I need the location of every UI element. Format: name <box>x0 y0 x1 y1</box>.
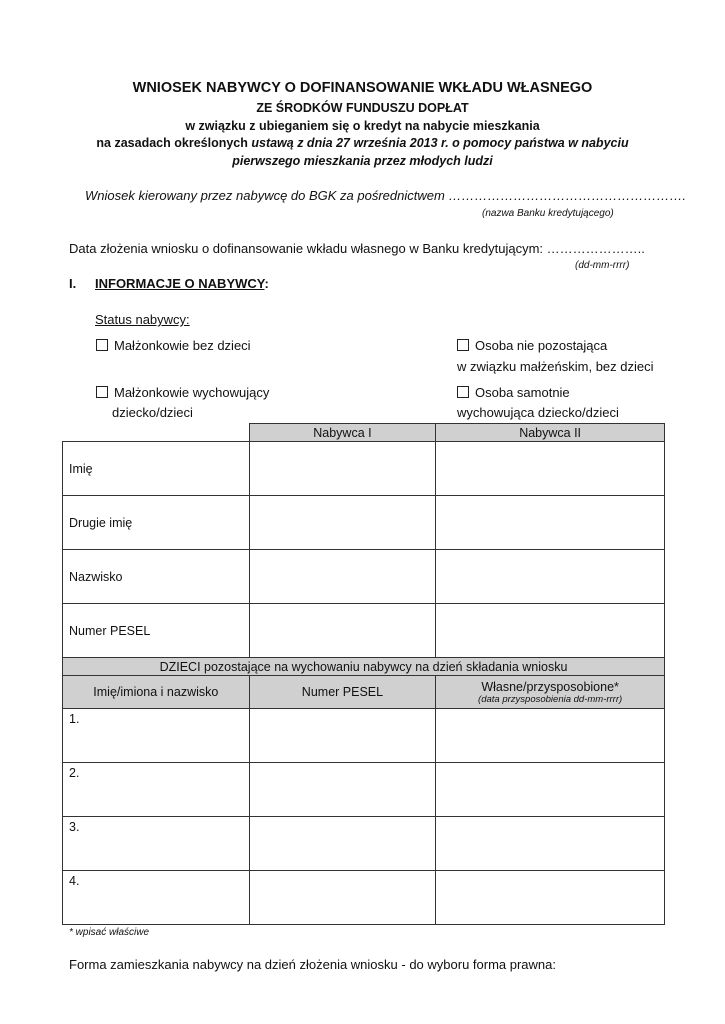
row-label-pesel: Numer PESEL <box>63 604 250 658</box>
child-pesel-field[interactable] <box>249 817 436 871</box>
child-status-field[interactable] <box>436 709 665 763</box>
child-row-number[interactable]: 1. <box>63 709 250 763</box>
column-header-buyer-2: Nabywca II <box>436 424 665 442</box>
section-title-text: INFORMACJE O NABYWCY <box>95 276 265 291</box>
bank-note: (nazwa Banku kredytującego) <box>482 208 614 219</box>
buyer-1-pesel-field[interactable] <box>249 604 436 658</box>
child-status-note: (data przysposobienia dd-mm-rrrr) <box>478 693 623 705</box>
date-line: Data złożenia wniosku o dofinansowanie wkładu własnego w Banku kredytującym: ………………….. <box>69 241 645 256</box>
child-status-label: Własne/przysposobione* <box>481 679 619 694</box>
row-label-first-name: Imię <box>63 442 250 496</box>
option-label: Osoba nie pozostająca <box>475 338 608 353</box>
residence-form-line: Forma zamieszkania nabywcy na dzień złożenia wniosku - do wyboru forma prawna: <box>69 957 556 972</box>
buyer-1-second-name-field[interactable] <box>249 496 436 550</box>
child-pesel-field[interactable] <box>249 763 436 817</box>
footnote: * wpisać właściwe <box>69 927 150 938</box>
status-option-married-with-children-cont: dziecko/dzieci <box>112 405 193 420</box>
bank-line: Wniosek kierowany przez nabywcę do BGK za pośrednictwem ………………………………………………. <box>85 188 687 203</box>
row-label-second-name: Drugie imię <box>63 496 250 550</box>
status-option-single-no-children[interactable] <box>457 338 607 353</box>
buyer-2-second-name-field[interactable] <box>436 496 665 550</box>
status-label: Status nabywcy: <box>95 312 190 327</box>
document-subtitle: ZE ŚRODKÓW FUNDUSZU DOPŁAT <box>256 101 469 115</box>
section-title-colon: : <box>264 276 269 291</box>
buyer-2-surname-field[interactable] <box>436 550 665 604</box>
buyer-1-first-name-field[interactable] <box>249 442 436 496</box>
subtitle-line4-italic: ustawą z dnia 27 września 2013 r. o pomocy państwa w nabyciu <box>251 136 629 150</box>
section-number: I. <box>69 276 77 291</box>
status-option-married-with-children[interactable] <box>96 385 269 400</box>
checkbox-icon[interactable] <box>96 386 108 398</box>
row-label-surname: Nazwisko <box>63 550 250 604</box>
status-option-single-parent-cont: wychowująca dziecko/dzieci <box>457 405 619 420</box>
child-status-field[interactable] <box>436 871 665 925</box>
option-label: Osoba samotnie <box>475 385 570 400</box>
status-option-single-no-children-cont: w związku małżeńskim, bez dzieci <box>457 359 654 374</box>
column-header-child-pesel: Numer PESEL <box>249 676 436 709</box>
column-header-child-status <box>436 676 665 709</box>
child-row-number[interactable]: 2. <box>63 763 250 817</box>
document-subtitle-line3: w związku z ubieganiem się o kredyt na nabycie mieszkania <box>185 119 540 133</box>
status-option-single-parent[interactable] <box>457 385 570 400</box>
child-status-field[interactable] <box>436 817 665 871</box>
section-title <box>95 276 269 291</box>
date-format: (dd-mm-rrrr) <box>575 260 630 271</box>
checkbox-icon[interactable] <box>457 339 469 351</box>
child-status-field[interactable] <box>436 763 665 817</box>
buyer-2-first-name-field[interactable] <box>436 442 665 496</box>
option-label: Małżonkowie bez dzieci <box>114 338 251 353</box>
children-table-title: DZIECI pozostające na wychowaniu nabywcy na dzień składania wniosku <box>63 658 665 676</box>
subtitle-line4-plain: na zasadach określonych <box>96 136 252 150</box>
status-option-married-no-children[interactable] <box>96 338 251 353</box>
document-title: WNIOSEK NABYWCY O DOFINANSOWANIE WKŁADU WŁASNEGO <box>132 80 593 96</box>
buyer-2-pesel-field[interactable] <box>436 604 665 658</box>
checkbox-icon[interactable] <box>457 386 469 398</box>
child-row-number[interactable]: 4. <box>63 871 250 925</box>
buyer-1-surname-field[interactable] <box>249 550 436 604</box>
child-pesel-field[interactable] <box>249 709 436 763</box>
document-subtitle-line4 <box>0 136 725 150</box>
column-header-child-name: Imię/imiona i nazwisko <box>63 676 250 709</box>
column-header-buyer-1: Nabywca I <box>249 424 436 442</box>
child-row-number[interactable]: 3. <box>63 817 250 871</box>
child-pesel-field[interactable] <box>249 871 436 925</box>
checkbox-icon[interactable] <box>96 339 108 351</box>
document-subtitle-line5: pierwszego mieszkania przez młodych ludzi <box>232 154 493 168</box>
option-label: Małżonkowie wychowujący <box>114 385 270 400</box>
buyers-table-corner <box>63 424 250 442</box>
buyers-table <box>62 423 665 925</box>
